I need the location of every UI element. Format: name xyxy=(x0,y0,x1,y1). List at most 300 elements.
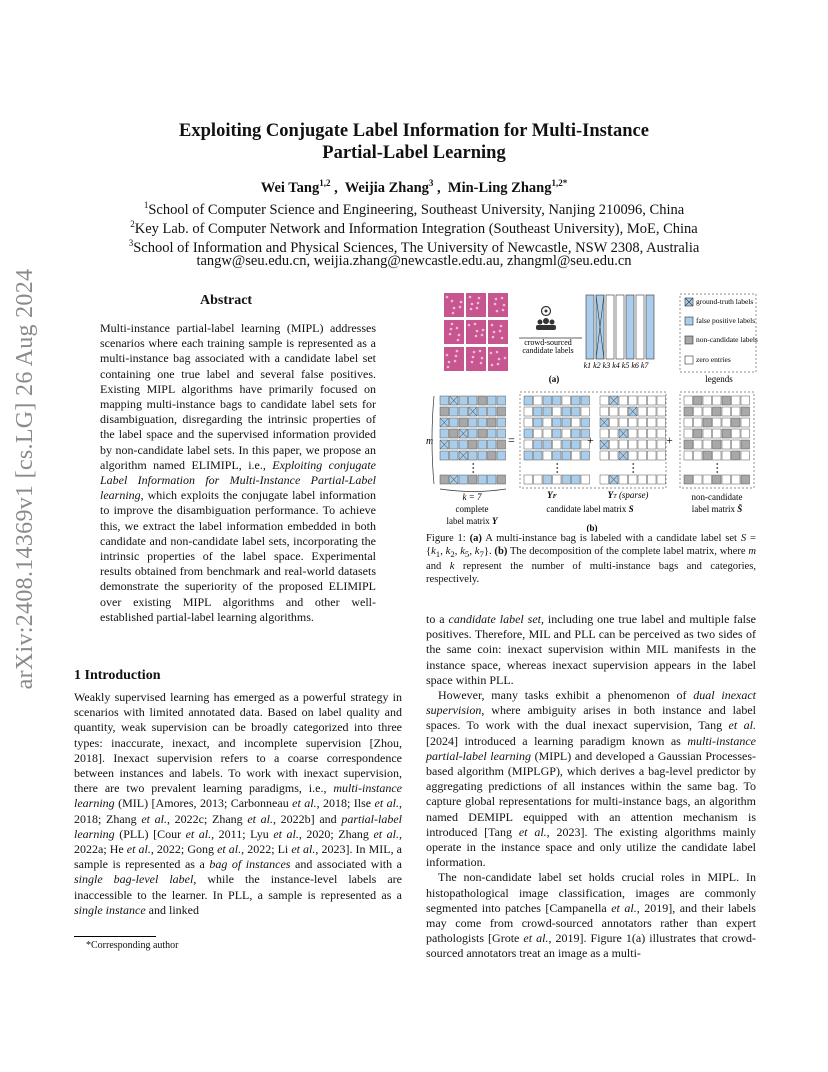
matrix-cell xyxy=(600,407,609,416)
tissue-detail xyxy=(454,360,457,363)
matrix-cell xyxy=(459,418,468,427)
ellipsis-dot xyxy=(556,471,558,473)
ellipsis-dot xyxy=(716,471,718,473)
tissue-detail xyxy=(469,296,472,299)
tissue-detail xyxy=(494,303,497,306)
footnote-rule xyxy=(74,936,156,937)
label-bar xyxy=(626,295,634,359)
label-bar xyxy=(646,295,654,359)
matrix-cell xyxy=(694,418,703,427)
matrix-cell xyxy=(638,429,647,438)
matrix-cell xyxy=(581,407,590,416)
tissue-detail xyxy=(453,307,456,310)
tissue-detail xyxy=(502,309,505,312)
matrix-cell xyxy=(713,475,722,484)
matrix-cell xyxy=(657,396,666,405)
matrix-cell xyxy=(600,451,609,460)
matrix-cell xyxy=(469,451,478,460)
matrix-cell xyxy=(722,451,731,460)
matrix-cell xyxy=(619,440,628,449)
matrix-cell xyxy=(469,429,478,438)
matrix-cell xyxy=(722,429,731,438)
matrix-cell xyxy=(572,475,581,484)
matrix-cell xyxy=(722,407,731,416)
figure-1 xyxy=(424,290,764,532)
matrix-cell xyxy=(638,418,647,427)
matrix-cell xyxy=(572,396,581,405)
matrix-cell xyxy=(694,396,703,405)
matrix-cell xyxy=(610,440,619,449)
matrix-cell xyxy=(657,407,666,416)
k-eq: k = 7 xyxy=(462,492,482,502)
matrix-cell xyxy=(543,407,552,416)
svg-text:ground-truth labels: ground-truth labels xyxy=(696,297,754,306)
matrix-cell xyxy=(440,396,449,405)
matrix-cell xyxy=(741,429,750,438)
matrix-cell xyxy=(741,440,750,449)
ellipsis-dot xyxy=(472,467,474,469)
section-heading-introduction: 1 Introduction xyxy=(74,668,161,683)
matrix-cell xyxy=(648,429,657,438)
matrix-cell xyxy=(713,407,722,416)
ellipsis-dot xyxy=(716,467,718,469)
tissue-detail xyxy=(492,336,495,339)
yf-label: YF xyxy=(547,490,557,500)
legend-entries xyxy=(685,297,758,364)
matrix-cell xyxy=(534,407,543,416)
matrix-cell xyxy=(469,475,478,484)
matrix-cell xyxy=(638,407,647,416)
matrix-cell xyxy=(629,475,638,484)
tissue-detail xyxy=(470,308,473,311)
matrix-cell xyxy=(497,429,506,438)
matrix-cell xyxy=(524,429,533,438)
matrix-cell xyxy=(610,418,619,427)
matrix-cell xyxy=(497,396,506,405)
matrix-cell xyxy=(450,407,459,416)
matrix-cell xyxy=(524,440,533,449)
ellipsis-dot xyxy=(556,463,558,465)
matrix-cell xyxy=(629,429,638,438)
matrix-cell xyxy=(497,418,506,427)
tissue-detail xyxy=(457,339,460,342)
matrix-cell xyxy=(638,475,647,484)
matrix-cell xyxy=(524,418,533,427)
tissue-detail xyxy=(491,364,494,367)
tissue-detail xyxy=(496,351,499,354)
matrix-cell xyxy=(572,440,581,449)
matrix-cell xyxy=(703,451,712,460)
label-bar xyxy=(636,295,644,359)
matrix-cell xyxy=(553,429,562,438)
tissue-detail xyxy=(474,323,477,326)
intro-text-right xyxy=(426,612,756,962)
matrix-cell xyxy=(732,429,741,438)
tissue-detail xyxy=(495,298,498,301)
ellipsis-dot xyxy=(556,467,558,469)
matrix-cell xyxy=(553,440,562,449)
candidate-label-bars xyxy=(586,295,654,359)
affiliation-3: $^3$School of Information and Physical Sciences, The University of Newcastle, NSW 2308, Australia xyxy=(128,238,700,256)
noncandidate-label-1: non-candidate xyxy=(691,492,743,502)
matrix-cell xyxy=(581,451,590,460)
matrix-cell xyxy=(722,418,731,427)
tissue-detail xyxy=(460,301,463,304)
tissue-patch xyxy=(444,320,464,344)
fig-label-b: (b) xyxy=(586,523,598,532)
matrix-cell xyxy=(722,475,731,484)
matrix-cell xyxy=(657,418,666,427)
label-bar xyxy=(606,295,614,359)
matrix-cell xyxy=(629,440,638,449)
matrix-cell xyxy=(553,407,562,416)
tissue-detail xyxy=(452,312,455,315)
title-line-1: Exploiting Conjugate Label Information for Multi-Instance xyxy=(179,121,649,141)
matrix-cell xyxy=(450,451,459,460)
matrix-cell xyxy=(684,396,693,405)
matrix-cell xyxy=(684,440,693,449)
fig-label-a: (a) xyxy=(548,374,560,384)
tissue-detail xyxy=(446,296,449,299)
matrix-cell xyxy=(562,407,571,416)
tissue-detail xyxy=(471,303,474,306)
matrix-cell xyxy=(543,396,552,405)
ellipsis-dot xyxy=(632,471,634,473)
tissue-detail xyxy=(476,330,479,333)
paragraph: However, many tasks exhibit a phenomenon of dual inexact supervision, where ambiguity arises in both instance and label spaces. To work with the dual inexact supervision, Tang et al. [2024] introduced a learning paradigm known as multi-instance partial-label learning (MIPL) and developed a Gaussian Processes-based algorithm (MIPLGP), which derives a bag-level predictor by aggregating predictions of all instances within the same bag. To capture global representations for multi-instance bags, an algorithm named DEMIPL equipped with an attention mechanism is introduced [Tang et al., 2023]. The existing algorithms mainly operate in the instance space and only utilize the candidate label information. xyxy=(426,688,757,870)
matrix-cell xyxy=(524,396,533,405)
matrix-cell xyxy=(619,396,628,405)
matrix-cell xyxy=(610,451,619,460)
tissue-detail xyxy=(459,306,462,309)
k-labels: k1 k2 k3 k4 k5 k6 k7 xyxy=(583,361,649,370)
tissue-detail xyxy=(458,334,461,337)
matrix-cell xyxy=(694,475,703,484)
matrix-cell xyxy=(657,440,666,449)
tissue-detail xyxy=(478,297,481,300)
legends-label: legends xyxy=(705,374,733,384)
affiliation-1: $^1$School of Computer Science and Engineering, Southeast University, Nanjing 210096, China xyxy=(143,200,685,218)
matrix-cell xyxy=(722,396,731,405)
tissue-detail xyxy=(482,329,485,332)
tissue-detail xyxy=(472,356,475,359)
tissue-detail xyxy=(501,337,504,340)
matrix-cell xyxy=(572,407,581,416)
matrix-cell xyxy=(488,396,497,405)
matrix-cell xyxy=(629,396,638,405)
matrix-cell xyxy=(572,451,581,460)
matrix-cell xyxy=(741,418,750,427)
matrix-cell xyxy=(694,451,703,460)
candidate-label: candidate label matrix S xyxy=(546,504,634,514)
matrix-cell xyxy=(657,429,666,438)
matrix-cell xyxy=(684,475,693,484)
affiliation-2: $^2$Key Lab. of Computer Network and Information Integration (Southeast University), MoE, China xyxy=(130,219,698,237)
matrix-cell xyxy=(497,407,506,416)
matrix-cell xyxy=(600,396,609,405)
matrix-cell xyxy=(684,418,693,427)
matrix-cell xyxy=(732,475,741,484)
matrix-cell xyxy=(440,451,449,460)
tissue-detail xyxy=(455,355,458,358)
matrix-cell xyxy=(713,396,722,405)
matrix-cell xyxy=(638,396,647,405)
tissue-detail xyxy=(449,333,452,336)
matrix-cell xyxy=(459,440,468,449)
matrix-cell xyxy=(572,418,581,427)
matrix-cell xyxy=(600,475,609,484)
matrix-cell xyxy=(581,396,590,405)
matrix-cell xyxy=(629,418,638,427)
matrix-cell xyxy=(581,475,590,484)
matrix-cell xyxy=(459,475,468,484)
matrix-cell xyxy=(732,440,741,449)
matrix-cell xyxy=(478,451,487,460)
tissue-detail xyxy=(475,335,478,338)
matrix-cell xyxy=(478,429,487,438)
matrix-cell xyxy=(524,475,533,484)
matrix-cell xyxy=(497,475,506,484)
matrix-cell xyxy=(694,429,703,438)
matrix-cell xyxy=(732,407,741,416)
tissue-detail xyxy=(468,324,471,327)
m-label: m xyxy=(426,436,434,447)
matrix-cell xyxy=(638,451,647,460)
matrix-cell xyxy=(488,429,497,438)
matrix-cell xyxy=(694,407,703,416)
matrix-cell xyxy=(703,407,712,416)
label-bar xyxy=(586,295,594,359)
matrix-cell xyxy=(534,396,543,405)
tissue-detail xyxy=(493,331,496,334)
matrix-cell xyxy=(572,429,581,438)
matrix-cell xyxy=(600,429,609,438)
matrix-cell xyxy=(478,418,487,427)
matrix-cell xyxy=(703,429,712,438)
matrix-cell xyxy=(703,418,712,427)
matrix-cell xyxy=(619,407,628,416)
matrix-cell xyxy=(497,451,506,460)
matrix-cell xyxy=(562,418,571,427)
matrix-cell xyxy=(488,407,497,416)
tissue-detail xyxy=(496,310,499,313)
tissue-detail xyxy=(481,357,484,360)
complete-label-1: complete xyxy=(455,504,489,514)
matrix-cell xyxy=(713,418,722,427)
tissue-detail xyxy=(498,358,501,361)
tissue-detail xyxy=(500,325,503,328)
matrix-cell xyxy=(478,396,487,405)
abstract-heading: Abstract xyxy=(200,293,253,308)
matrix-cell xyxy=(703,440,712,449)
matrix-cell xyxy=(488,418,497,427)
paragraph: to a candidate label set, including one true label and multiple false positives. Therefore, MIL and PLL can be perceived as two sides of the same coin: inexact supervision within MIL manifests in the instance space, whereas inexact supervision appears in the label space within PLL. xyxy=(426,612,756,687)
matrix-cell xyxy=(694,440,703,449)
matrix-cell xyxy=(581,418,590,427)
matrix-cell xyxy=(459,407,468,416)
tissue-detail xyxy=(446,354,449,357)
matrix-cell xyxy=(562,451,571,460)
matrix-cell xyxy=(543,475,552,484)
matrix-cell xyxy=(543,451,552,460)
matrix-cell xyxy=(741,475,750,484)
matrix-cell xyxy=(562,429,571,438)
tissue-detail xyxy=(448,361,451,364)
ellipsis-dot xyxy=(472,463,474,465)
matrix-cell xyxy=(469,418,478,427)
tissue-detail xyxy=(501,297,504,300)
tissue-detail xyxy=(471,361,474,364)
title-line-2: Partial-Label Learning xyxy=(322,143,506,163)
matrix-cell xyxy=(469,396,478,405)
label-bar xyxy=(616,295,624,359)
matrix-cell xyxy=(648,418,657,427)
matrix-cell xyxy=(534,440,543,449)
matrix-cell xyxy=(657,451,666,460)
paper-title xyxy=(110,120,718,164)
matrix-cell xyxy=(488,475,497,484)
matrix-cell xyxy=(459,396,468,405)
tissue-patch xyxy=(466,347,486,371)
matrix-cell xyxy=(741,451,750,460)
matrix-cell xyxy=(524,451,533,460)
tissue-detail xyxy=(490,352,493,355)
matrix-cell xyxy=(543,418,552,427)
matrix-cell xyxy=(732,451,741,460)
tissue-detail xyxy=(503,304,506,307)
matrix-cell xyxy=(478,475,487,484)
paragraph: The non-candidate label set holds crucial roles in MIPL. In histopathological image classification, images are commonly segmented into patches [Campanella et al., 2019], and their labels may come from crowd-sourced annotators rather than expert pathologists [Grote et al., 2019]. Figure 1(a) illustrates that crowd-sourced annotators treat an image as a multi- xyxy=(426,870,757,961)
intro-text-left: Weakly supervised learning has emerged as a powerful strategy in scenarios with limited annotated data. Based on label quality and quantity, weak supervision can be broadly categorized into three types: inaccurate, inexact, and incomplete supervision [Zhou, 2018]. Inexact supervision refers to a coarse correspondence between instances and labels. To work with inexact supervision, there are two prevalent learning paradigms, i.e., multi-instance learning (MIL) [Amores, 2013; Carbonneau et al., 2018; Ilse et al., 2018; Zhang et al., 2022c; Zhang et al., 2022b] and partial-label learning (PLL) [Cour et al., 2011; Lyu et al., 2020; Zhang et al., 2022a; He et al., 2022; Gong et al., 2022; Li et al., 2023]. In MIL, a sample is represented as a bag of instances and associated with a single bag-level label, while the instance-level labels are inaccessible to the learner. In PLL, a sample is represented as a single instance and linked xyxy=(74,690,402,917)
tissue-detail xyxy=(476,307,479,310)
matrix-cell xyxy=(543,440,552,449)
tissue-patch-grid xyxy=(444,293,508,371)
tissue-detail xyxy=(504,357,507,360)
crowd-label: crowd-sourced xyxy=(524,338,572,347)
matrix-cell xyxy=(629,451,638,460)
svg-text:zero entries: zero entries xyxy=(696,355,731,364)
matrix-cell xyxy=(450,429,459,438)
crowd-icon xyxy=(536,307,556,331)
tissue-detail xyxy=(480,362,483,365)
matrix-cell xyxy=(524,407,533,416)
plus-sign-1: + xyxy=(587,433,594,447)
tissue-detail xyxy=(451,323,454,326)
noncandidate-label-2: label matrix S̄ xyxy=(691,504,743,514)
figure-caption: Figure 1: (a) A multi-instance bag is labeled with a candidate label set $S = \{k_1$, $k_2$, $k_5$, $k_7$}. (b) The decomposition of the complete label matrix, where m and k represent the number of multi-instance bags and categories, respectively. xyxy=(426,533,757,585)
matrix-cell xyxy=(497,440,506,449)
matrix-cell xyxy=(741,407,750,416)
tissue-detail xyxy=(477,302,480,305)
matrix-cell xyxy=(488,440,497,449)
matrix-cell xyxy=(713,451,722,460)
matrix-cell xyxy=(713,440,722,449)
matrix-cell xyxy=(440,407,449,416)
matrix-cell xyxy=(553,451,562,460)
crowd-label-2: candidate labels xyxy=(522,346,574,355)
ellipsis-dot xyxy=(716,463,718,465)
tissue-patch xyxy=(488,320,508,344)
matrix-cell xyxy=(478,407,487,416)
matrix-cell xyxy=(619,475,628,484)
matrix-cell xyxy=(619,418,628,427)
matrix-cell xyxy=(553,418,562,427)
svg-text:non-candidate labels: non-candidate labels xyxy=(696,335,758,344)
matrix-cell xyxy=(534,429,543,438)
matrix-cell xyxy=(534,451,543,460)
tissue-detail xyxy=(447,366,450,369)
matrix-cell xyxy=(648,475,657,484)
matrix-cell xyxy=(488,451,497,460)
authors: Wei Tang$^{1,2}$ , Weijia Zhang$^3$ , Min-Ling Zhang$^{1,2*}$ xyxy=(260,178,568,196)
tissue-detail xyxy=(479,350,482,353)
matrix-cell xyxy=(478,440,487,449)
matrix-cell xyxy=(610,429,619,438)
matrix-cell xyxy=(440,429,449,438)
matrix-cell xyxy=(684,407,693,416)
tissue-detail xyxy=(497,363,500,366)
matrix-cell xyxy=(684,429,693,438)
tissue-detail xyxy=(473,351,476,354)
tissue-detail xyxy=(456,327,459,330)
matrix-cell xyxy=(562,440,571,449)
matrix-cell xyxy=(543,429,552,438)
matrix-cell xyxy=(450,418,459,427)
matrix-cell xyxy=(648,451,657,460)
matrix-cell xyxy=(562,475,571,484)
ellipsis-dot xyxy=(472,471,474,473)
tissue-detail xyxy=(491,324,494,327)
svg-text:false positive labels: false positive labels xyxy=(696,316,756,325)
matrix-cell xyxy=(553,475,562,484)
complete-label-2: label matrix Y xyxy=(446,516,498,526)
matrix-cell xyxy=(534,475,543,484)
arxiv-stamp: arXiv:2408.14369v1 [cs.LG] 26 Aug 2024 xyxy=(12,268,38,690)
ellipsis-dot xyxy=(632,467,634,469)
ellipsis-dot xyxy=(632,463,634,465)
matrix-cell xyxy=(534,418,543,427)
matrix-cell xyxy=(722,440,731,449)
matrix-cell xyxy=(648,407,657,416)
yt-label: YT (sparse) xyxy=(607,490,649,500)
matrix-cell xyxy=(703,475,712,484)
tissue-detail xyxy=(451,300,454,303)
matrix-cell xyxy=(648,440,657,449)
matrix-cell xyxy=(648,396,657,405)
footnote: *Corresponding author xyxy=(86,940,179,951)
matrix-cell xyxy=(732,396,741,405)
equals-sign: = xyxy=(508,433,515,447)
matrix-cell xyxy=(610,407,619,416)
matrix-cell xyxy=(684,451,693,460)
tissue-detail xyxy=(499,330,502,333)
tissue-detail xyxy=(481,334,484,337)
matrix-cell xyxy=(553,396,562,405)
abstract-text: Multi-instance partial-label learning (MIPL) addresses scenarios where each training sample is represented as a multi-instance bag associated with a candidate label set containing one true label and several false positives. Existing MIPL algorithms have primarily focused on mapping multi-instance bags to candidate label sets for disambiguation, disregarding the intrinsic properties of the label space and the supervised information provided by non-candidate label sets. In this paper, we propose an algorithm named ELIMIPL, i.e., Exploiting conjugate Label Information for Multi-Instance Partial-Label learning, which exploits the conjugate label information to improve the disambiguation performance. To achieve this, we extract the label information embedded in both candidate and non-candidate label sets, incorporating the intrinsic properties of the label space. Experimental results obtained from benchmark and real-world datasets demonstrate the superiority of the proposed ELIMIPL over existing MIPL algorithms and other well-established partial-label learning algorithms. xyxy=(100,321,376,624)
matrix-cell xyxy=(562,396,571,405)
matrix-cell xyxy=(741,396,750,405)
tissue-detail xyxy=(450,328,453,331)
matrix-cell xyxy=(638,440,647,449)
emails: tangw@seu.edu.cn, weijia.zhang@newcastle.edu.au, zhangml@seu.edu.cn xyxy=(196,253,632,269)
matrix-cell xyxy=(440,475,449,484)
matrix-cell xyxy=(732,418,741,427)
matrix-cell xyxy=(657,475,666,484)
matrix-cell xyxy=(713,429,722,438)
matrix-cell xyxy=(703,396,712,405)
matrix-cell xyxy=(450,440,459,449)
plus-sign-2: + xyxy=(666,433,673,447)
